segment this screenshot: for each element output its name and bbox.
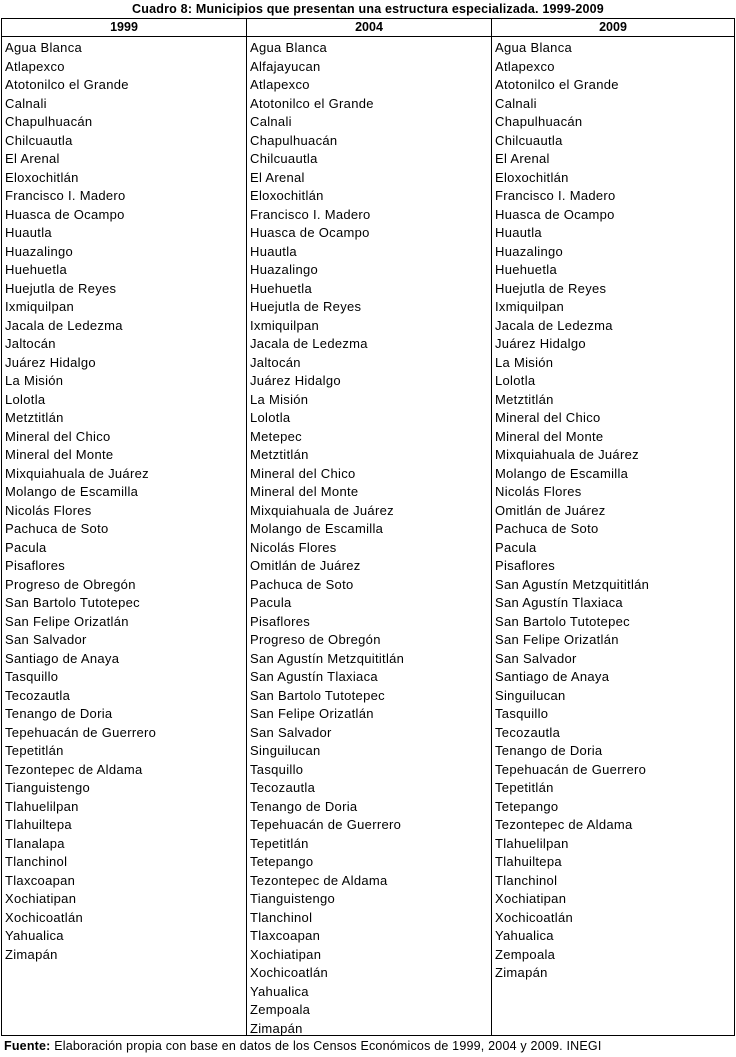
list-item: Omitlán de Juárez [495,502,606,518]
list-item: Metztitlán [250,447,309,462]
list-item: Metztitlán [495,391,554,407]
list-item: Tezontepec de Aldama [250,872,388,888]
list-item: Huehuetla [495,262,557,277]
list-item: Tlahuiltepa [495,854,562,869]
list-item: Pisaflores [5,558,66,573]
list-item: Agua Blanca [5,40,83,55]
list-item: Tepehuacán de Guerrero [495,761,647,777]
list-item: San Felipe Orizatlán [495,632,619,647]
list-item: Tianguistengo [5,780,91,795]
list-item: Huasca de Ocampo [5,206,125,222]
municipalities-table [1,18,735,1036]
list-item: Tepetitlán [5,743,64,758]
list-item: Tenango de Doria [495,743,603,758]
list-item: Zempoala [495,946,556,962]
source-note [4,1038,602,1055]
list-item: Tepehuacán de Guerrero [5,724,157,740]
list-item: Nicolás Flores [250,539,337,555]
list-item: Molango de Escamilla [5,484,139,499]
column-2004 [247,19,492,1035]
list-item: Tepehuacán de Guerrero [250,817,402,832]
list-item: Zimapán [250,1020,303,1036]
list-item: Mineral del Chico [250,465,356,481]
column-1999 [2,19,247,1035]
list-item: Pisaflores [250,613,311,629]
list-item: Singuilucan [250,743,321,758]
column-header-2009: 2009 [492,19,734,37]
list-item: Progreso de Obregón [250,632,381,647]
list-item: Tepetitlán [250,835,309,851]
list-item: Singuilucan [495,687,566,703]
list-item: Jacala de Ledezma [250,336,368,351]
list-item: Eloxochitlán [250,188,324,203]
list-item: Mineral del Chico [5,428,111,444]
list-item: Huehuetla [5,262,67,277]
list-item: Tlahuelilpan [495,835,569,851]
list-item: Pachuca de Soto [495,521,599,536]
list-item: Mixquiahuala de Juárez [495,447,639,462]
list-item: Eloxochitlán [5,169,79,185]
list-item: Francisco I. Madero [250,206,371,222]
list-item: Santiago de Anaya [5,650,120,666]
list-item: Francisco I. Madero [495,188,616,203]
list-item: La Misión [5,373,64,388]
list-item: Nicolás Flores [495,484,582,499]
list-item: Calnali [495,95,537,111]
list-item: Tezontepec de Aldama [5,761,143,777]
list-item: Agua Blanca [495,40,573,55]
list-item: Huautla [495,225,542,240]
list-item: Tasquillo [5,669,59,684]
list-item: San Agustín Metzquititlán [495,576,650,592]
list-item: San Agustín Tlaxiaca [250,669,378,684]
list-item: Tecozautla [495,724,561,740]
list-item: Huazalingo [495,243,564,259]
list-item: Ixmiquilpan [250,317,320,333]
list-item: San Bartolo Tutotepec [495,613,630,629]
list-item: Molango de Escamilla [495,465,629,481]
list-item: Mineral del Chico [495,410,601,425]
list-item: San Bartolo Tutotepec [5,595,140,610]
list-item: El Arenal [250,169,305,185]
municipality-list-2004 [247,37,491,1038]
list-item: San Felipe Orizatlán [5,613,129,629]
list-item: Francisco I. Madero [5,188,126,203]
list-item: El Arenal [5,151,60,166]
column-header-1999: 1999 [2,19,246,37]
list-item: Xochicoatlán [495,909,574,925]
list-item: Ixmiquilpan [495,299,565,314]
list-item: Tenango de Doria [5,706,113,721]
list-item: Chapulhuacán [250,132,338,148]
list-item: Juárez Hidalgo [250,373,341,388]
list-item: Pisaflores [495,558,556,573]
column-header-2004: 2004 [247,19,491,37]
list-item: Atlapexco [495,58,555,74]
municipality-list-2009 [492,37,734,983]
list-item: San Agustín Metzquititlán [250,650,405,666]
list-item: Tecozautla [250,780,316,795]
list-item: La Misión [250,391,309,407]
list-item: San Salvador [495,650,577,666]
list-item: Tepetitlán [495,780,554,795]
list-item: Juárez Hidalgo [495,336,586,351]
list-item: San Felipe Orizatlán [250,706,374,721]
list-item: Atotonilco el Grande [250,95,374,111]
list-item: Huasca de Ocampo [495,206,615,222]
list-item: Jaltocán [250,354,301,370]
list-item: Atlapexco [5,58,65,74]
list-item: Tianguistengo [250,891,336,906]
list-item: Huautla [5,225,52,240]
list-item: Metztitlán [5,410,64,425]
list-item: Yahualica [5,928,64,943]
list-item: Lolotla [5,391,46,407]
list-item: Atlapexco [250,77,310,92]
list-item: Pacula [5,539,47,555]
list-item: La Misión [495,354,554,370]
list-item: Mineral del Monte [495,428,604,444]
list-item: Chilcuautla [495,132,563,148]
list-item: Chilcuautla [250,151,318,166]
list-item: Tasquillo [250,761,304,777]
list-item: Molango de Escamilla [250,521,384,536]
list-item: Zimapán [495,965,548,980]
list-item: Progreso de Obregón [5,576,136,592]
list-item: Atotonilco el Grande [5,77,129,92]
list-item: San Bartolo Tutotepec [250,687,385,703]
list-item: Huautla [250,243,297,259]
list-item: Eloxochitlán [495,169,569,185]
list-item: Tenango de Doria [250,798,358,814]
list-item: Pachuca de Soto [5,521,109,536]
list-item: Huazalingo [250,262,319,277]
source-label: Fuente: [4,1039,51,1053]
municipality-list-1999 [2,37,246,964]
list-item: Yahualica [250,983,309,999]
list-item: Pacula [495,539,537,555]
list-item: Xochicoatlán [5,909,84,925]
list-item: Mineral del Monte [250,484,359,499]
list-item: Juárez Hidalgo [5,354,96,370]
list-item: Chapulhuacán [495,114,583,129]
table-title: Cuadro 8: Municipios que presentan una estructura especializada. 1999-2009 [132,2,604,16]
list-item: Metepec [250,428,302,444]
list-item: Zempoala [250,1002,311,1017]
list-item: Mixquiahuala de Juárez [5,465,149,481]
list-item: Zimapán [5,946,58,962]
list-item: Tlahuiltepa [5,817,72,832]
list-item: Tlaxcoapan [5,872,76,888]
column-2009 [492,19,734,1035]
list-item: Xochiatipan [5,891,77,906]
source-text: Elaboración propia con base en datos de los Censos Económicos de 1999, 2004 y 2009. INEGI [50,1039,602,1053]
list-item: San Salvador [250,724,332,740]
list-item: Huehuetla [250,280,312,296]
list-item: Jacala de Ledezma [5,317,123,333]
list-item: Lolotla [250,410,291,425]
list-item: Tetepango [250,854,314,869]
list-item: Xochiatipan [250,946,322,962]
list-item: Tasquillo [495,706,549,721]
list-item: Lolotla [495,373,536,388]
list-item: Alfajayucan [250,58,321,74]
list-item: Agua Blanca [250,40,328,55]
list-item: Calnali [5,95,47,111]
list-item: Chapulhuacán [5,114,93,129]
list-item: Omitlán de Juárez [250,558,361,573]
list-item: El Arenal [495,151,550,166]
list-item: Huejutla de Reyes [495,280,607,296]
list-item: Huejutla de Reyes [5,280,117,296]
list-item: Nicolás Flores [5,502,92,518]
list-item: Tlahuelilpan [5,798,79,814]
list-item: Tlanalapa [5,835,65,851]
list-item: San Salvador [5,632,87,647]
list-item: Huasca de Ocampo [250,225,370,240]
list-item: Pachuca de Soto [250,576,354,592]
list-item: Mineral del Monte [5,447,114,462]
list-item: Pacula [250,595,292,610]
list-item: Calnali [250,114,292,129]
list-item: Yahualica [495,928,554,943]
list-item: Chilcuautla [5,132,73,148]
list-item: Ixmiquilpan [5,299,75,314]
list-item: Tlaxcoapan [250,928,321,943]
list-item: Mixquiahuala de Juárez [250,502,394,518]
list-item: Xochiatipan [495,891,567,906]
list-item: Tlanchinol [495,872,558,888]
list-item: Santiago de Anaya [495,669,610,684]
list-item: Atotonilco el Grande [495,77,619,92]
list-item: Tlanchinol [250,909,313,925]
list-item: Huazalingo [5,243,74,259]
list-item: Tezontepec de Aldama [495,817,633,832]
list-item: Xochicoatlán [250,965,329,980]
list-item: Huejutla de Reyes [250,299,362,314]
list-item: Tlanchinol [5,854,68,869]
list-item: Jaltocán [5,336,56,351]
list-item: Tetepango [495,798,559,814]
list-item: Tecozautla [5,687,71,703]
list-item: San Agustín Tlaxiaca [495,595,623,610]
list-item: Jacala de Ledezma [495,317,613,333]
